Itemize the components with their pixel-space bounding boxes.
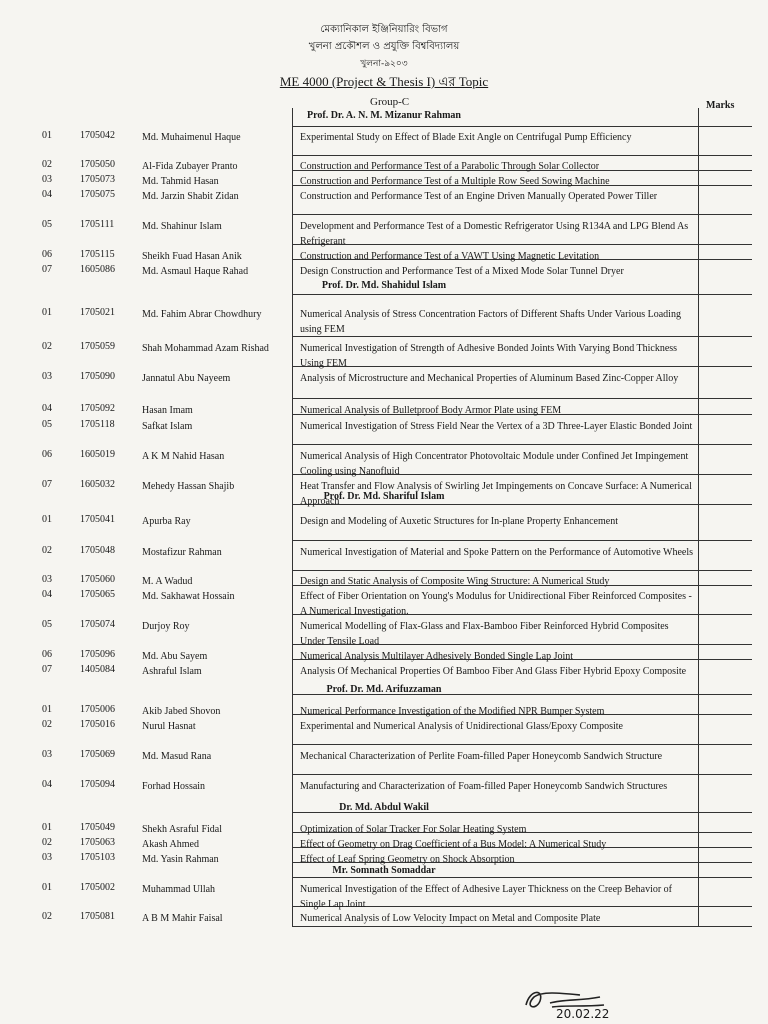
student-name: Md. Fahim Abrar Chowdhury	[142, 309, 262, 320]
serial-number: 04	[42, 779, 52, 790]
serial-number: 07	[42, 479, 52, 490]
table-rule	[292, 444, 752, 445]
thesis-topic: Numerical Analysis of High Concentrator Photovoltaic Module under Confined Jet Impingement Cooling using Nanofluid	[300, 451, 689, 477]
serial-number: 02	[42, 159, 52, 170]
student-name: Md. Abu Sayem	[142, 651, 208, 662]
serial-number: 02	[42, 719, 52, 730]
thesis-topic: Design Construction and Performance Test of a Mixed Mode Solar Tunnel Dryer	[300, 266, 624, 277]
student-name: Md. Yasin Rahman	[142, 854, 219, 865]
serial-number: 07	[42, 664, 52, 675]
supervisor-name: Prof. Dr. Md. Shahidul Islam	[321, 280, 447, 291]
student-roll: 1705006	[80, 704, 115, 715]
thesis-topic: Development and Performance Test of a Domestic Refrigerator Using R134A and LPG Blend As Refrigerant	[300, 221, 689, 247]
supervisor-name: Dr. Md. Abdul Wakil	[339, 802, 429, 813]
serial-number: 07	[42, 264, 52, 275]
serial-number: 05	[42, 419, 52, 430]
serial-number: 03	[42, 174, 52, 185]
student-roll: 1705050	[80, 159, 115, 170]
thesis-topic: Experimental and Numerical Analysis of Unidirectional Glass/Epoxy Composite	[300, 721, 623, 732]
thesis-topic: Numerical Investigation of Material and Spoke Pattern on the Performance of Automotive Wheels	[300, 547, 694, 558]
student-roll: 1705118	[80, 419, 115, 430]
serial-number: 05	[42, 219, 52, 230]
serial-number: 03	[42, 852, 52, 863]
student-name: Mehedy Hassan Shajib	[142, 481, 235, 492]
serial-number: 06	[42, 249, 52, 260]
table-rule	[292, 155, 752, 156]
student-name: Md. Jarzin Shabit Zidan	[142, 191, 239, 202]
student-roll: 1705069	[80, 749, 115, 760]
serial-number: 01	[42, 704, 52, 715]
signature-date: 20.02.22	[556, 1007, 610, 1021]
serial-number: 03	[42, 749, 52, 760]
thesis-topic: Construction and Performance Test of a Parabolic Through Solar Collector	[300, 161, 600, 172]
student-roll: 1705048	[80, 545, 115, 556]
table-rule	[292, 570, 752, 571]
student-name: Mostafizur Rahman	[142, 547, 222, 558]
student-roll: 1605019	[80, 449, 115, 460]
student-roll: 1705090	[80, 371, 115, 382]
table-rule	[292, 540, 752, 541]
student-roll: 1705049	[80, 822, 115, 833]
student-roll: 1705103	[80, 852, 115, 863]
university-location: খুলনা-৯২০৩	[360, 59, 408, 69]
group-label: Group-C	[370, 96, 410, 108]
university-name: খুলনা প্রকৌশল ও প্রযুক্তি বিশ্ববিদ্যালয়	[308, 41, 460, 52]
student-name: A K M Nahid Hasan	[142, 451, 225, 462]
serial-number: 01	[42, 307, 52, 318]
student-name: Akib Jabed Shovon	[142, 706, 221, 717]
supervisor-name: Mr. Somnath Somaddar	[332, 865, 436, 876]
marks-column-header: Marks	[706, 100, 735, 111]
department-name: মেক্যানিকাল ইঞ্জিনিয়ারিং বিভাগ	[320, 24, 448, 35]
student-name: Md. Tahmid Hasan	[142, 176, 219, 187]
student-name: Durjoy Roy	[142, 621, 190, 632]
thesis-topic: Numerical Analysis Multilayer Adhesively Bonded Single Lap Joint	[300, 651, 574, 662]
thesis-topic: Construction and Performance Test of an Engine Driven Manually Operated Power Tiller	[300, 191, 658, 202]
thesis-topic: Analysis of Microstructure and Mechanical Properties of Aluminum Based Zinc-Copper Alloy	[300, 373, 679, 384]
student-roll: 1705075	[80, 189, 115, 200]
serial-number: 01	[42, 514, 52, 525]
student-name: Al-Fida Zubayer Pranto	[142, 161, 238, 172]
student-name: Md. Sakhawat Hossain	[142, 591, 235, 602]
student-name: Akash Ahmed	[142, 839, 199, 850]
student-roll: 1705059	[80, 341, 115, 352]
student-name: Shah Mohammad Azam Rishad	[142, 343, 269, 354]
serial-number: 06	[42, 449, 52, 460]
serial-number: 01	[42, 882, 52, 893]
thesis-topic: Design and Modeling of Auxetic Structures for In-plane Property Enhancement	[300, 516, 618, 527]
student-name: Safkat Islam	[142, 421, 193, 432]
thesis-topic: Experimental Study on Effect of Blade Exit Angle on Centrifugal Pump Efficiency	[300, 132, 632, 143]
student-roll: 1605032	[80, 479, 115, 490]
student-roll: 1605086	[80, 264, 115, 275]
serial-number: 03	[42, 371, 52, 382]
table-rule	[292, 744, 752, 745]
thesis-topic: Analysis Of Mechanical Properties Of Bamboo Fiber And Glass Fiber Hybrid Epoxy Composite	[300, 666, 687, 677]
student-roll: 1705041	[80, 514, 115, 525]
document-title: ME 4000 (Project & Thesis I) এর Topic	[279, 74, 489, 89]
thesis-topic: Construction and Performance Test of a Multiple Row Seed Sowing Machine	[300, 176, 610, 187]
student-name: Jannatul Abu Nayeem	[142, 373, 231, 384]
thesis-topic: Effect of Geometry on Drag Coefficient of a Bus Model: A Numerical Study	[300, 839, 607, 850]
thesis-topic: Manufacturing and Characterization of Foam-filled Paper Honeycomb Sandwich Structures	[300, 781, 668, 792]
student-name: Muhammad Ullah	[142, 884, 216, 895]
serial-number: 03	[42, 574, 52, 585]
student-name: Hasan Imam	[142, 405, 193, 416]
student-roll: 1705073	[80, 174, 115, 185]
student-roll: 1705094	[80, 779, 115, 790]
serial-number: 04	[42, 403, 52, 414]
serial-number: 02	[42, 545, 52, 556]
student-name: Ashraful Islam	[142, 666, 202, 677]
table-rule	[292, 926, 752, 927]
thesis-topic: Heat Transfer and Flow Analysis of Swirling Jet Impingements on Concave Surface: A Numerical Approach	[300, 481, 692, 507]
thesis-topic: Numerical Analysis of Bulletproof Body Armor Plate using FEM	[300, 405, 562, 416]
student-roll: 1705002	[80, 882, 115, 893]
supervisor-name: Prof. Dr. Md. Shariful Islam	[323, 491, 445, 502]
student-name: A B M Mahir Faisal	[142, 913, 223, 924]
student-roll: 1705111	[80, 219, 115, 230]
student-roll: 1705016	[80, 719, 115, 730]
student-name: Md. Muhaimenul Haque	[142, 132, 241, 143]
student-name: Md. Shahinur Islam	[142, 221, 222, 232]
student-roll: 1405084	[80, 664, 115, 675]
thesis-topic: Design and Static Analysis of Composite Wing Structure: A Numerical Study	[300, 576, 610, 587]
student-name: Shekh Asraful Fidal	[142, 824, 222, 835]
student-roll: 1705065	[80, 589, 115, 600]
student-roll: 1705074	[80, 619, 115, 630]
table-rule	[292, 398, 752, 399]
thesis-topic: Effect of Fiber Orientation on Young's Modulus for Unidirectional Fiber Reinforced Composites - A Numerical Investigation.	[300, 591, 692, 617]
student-roll: 1705096	[80, 649, 115, 660]
student-name: Forhad Hossain	[142, 781, 206, 792]
student-name: Md. Asmaul Haque Rahad	[142, 266, 249, 277]
thesis-topic: Numerical Analysis of Stress Concentration Factors of Different Shafts Under Various Loading using FEM	[300, 309, 681, 335]
student-roll: 1705115	[80, 249, 115, 260]
thesis-topic: Numerical Investigation of the Effect of Adhesive Layer Thickness on the Creep Behavior of Single Lap Joint	[300, 884, 673, 910]
thesis-topic: Construction and Performance Test of a VAWT Using Magnetic Levitation	[300, 251, 600, 262]
serial-number: 02	[42, 341, 52, 352]
table-rule	[292, 214, 752, 215]
serial-number: 04	[42, 189, 52, 200]
student-roll: 1705060	[80, 574, 115, 585]
thesis-topic: Numerical Modelling of Flax-Glass and Flax-Bamboo Fiber Reinforced Hybrid Composites Under Tensile Load	[300, 621, 669, 647]
table-rule	[292, 126, 752, 127]
student-roll: 1705081	[80, 911, 115, 922]
student-roll: 1705021	[80, 307, 115, 318]
table-rule	[292, 877, 752, 878]
student-roll: 1705092	[80, 403, 115, 414]
serial-number: 02	[42, 837, 52, 848]
student-name: Md. Masud Rana	[142, 751, 212, 762]
student-name: Sheikh Fuad Hasan Anik	[142, 251, 242, 262]
thesis-topic: Mechanical Characterization of Perlite Foam-filled Paper Honeycomb Sandwich Structure	[300, 751, 663, 762]
thesis-topic: Numerical Performance Investigation of the Modified NPR Bumper System	[300, 706, 605, 717]
student-roll: 1705042	[80, 130, 115, 141]
thesis-topic: Effect of Leaf Spring Geometry on Shock Absorption	[300, 854, 515, 865]
table-rule	[292, 774, 752, 775]
thesis-topic: Optimization of Solar Tracker For Solar Heating System	[300, 824, 527, 835]
serial-number: 04	[42, 589, 52, 600]
thesis-topic: Numerical Analysis of Low Velocity Impact on Metal and Composite Plate	[300, 913, 601, 924]
supervisor-name: Prof. Dr. Md. Arifuzzaman	[326, 684, 442, 695]
student-roll: 1705063	[80, 837, 115, 848]
supervisor-name: Prof. Dr. A. N. M. Mizanur Rahman	[307, 110, 461, 121]
thesis-topic: Numerical Investigation of Stress Field Near the Vertex of a 3D Three-Layer Elastic Bonded Joint	[300, 421, 693, 432]
student-name: Apurba Ray	[142, 516, 191, 527]
serial-number: 06	[42, 649, 52, 660]
student-name: M. A Wadud	[142, 576, 193, 587]
student-name: Nurul Hasnat	[142, 721, 196, 732]
serial-number: 02	[42, 911, 52, 922]
serial-number: 05	[42, 619, 52, 630]
thesis-topic: Numerical Investigation of Strength of Adhesive Bonded Joints With Varying Bond Thickness Using FEM	[300, 343, 678, 369]
serial-number: 01	[42, 822, 52, 833]
serial-number: 01	[42, 130, 52, 141]
table-rule	[292, 294, 752, 295]
